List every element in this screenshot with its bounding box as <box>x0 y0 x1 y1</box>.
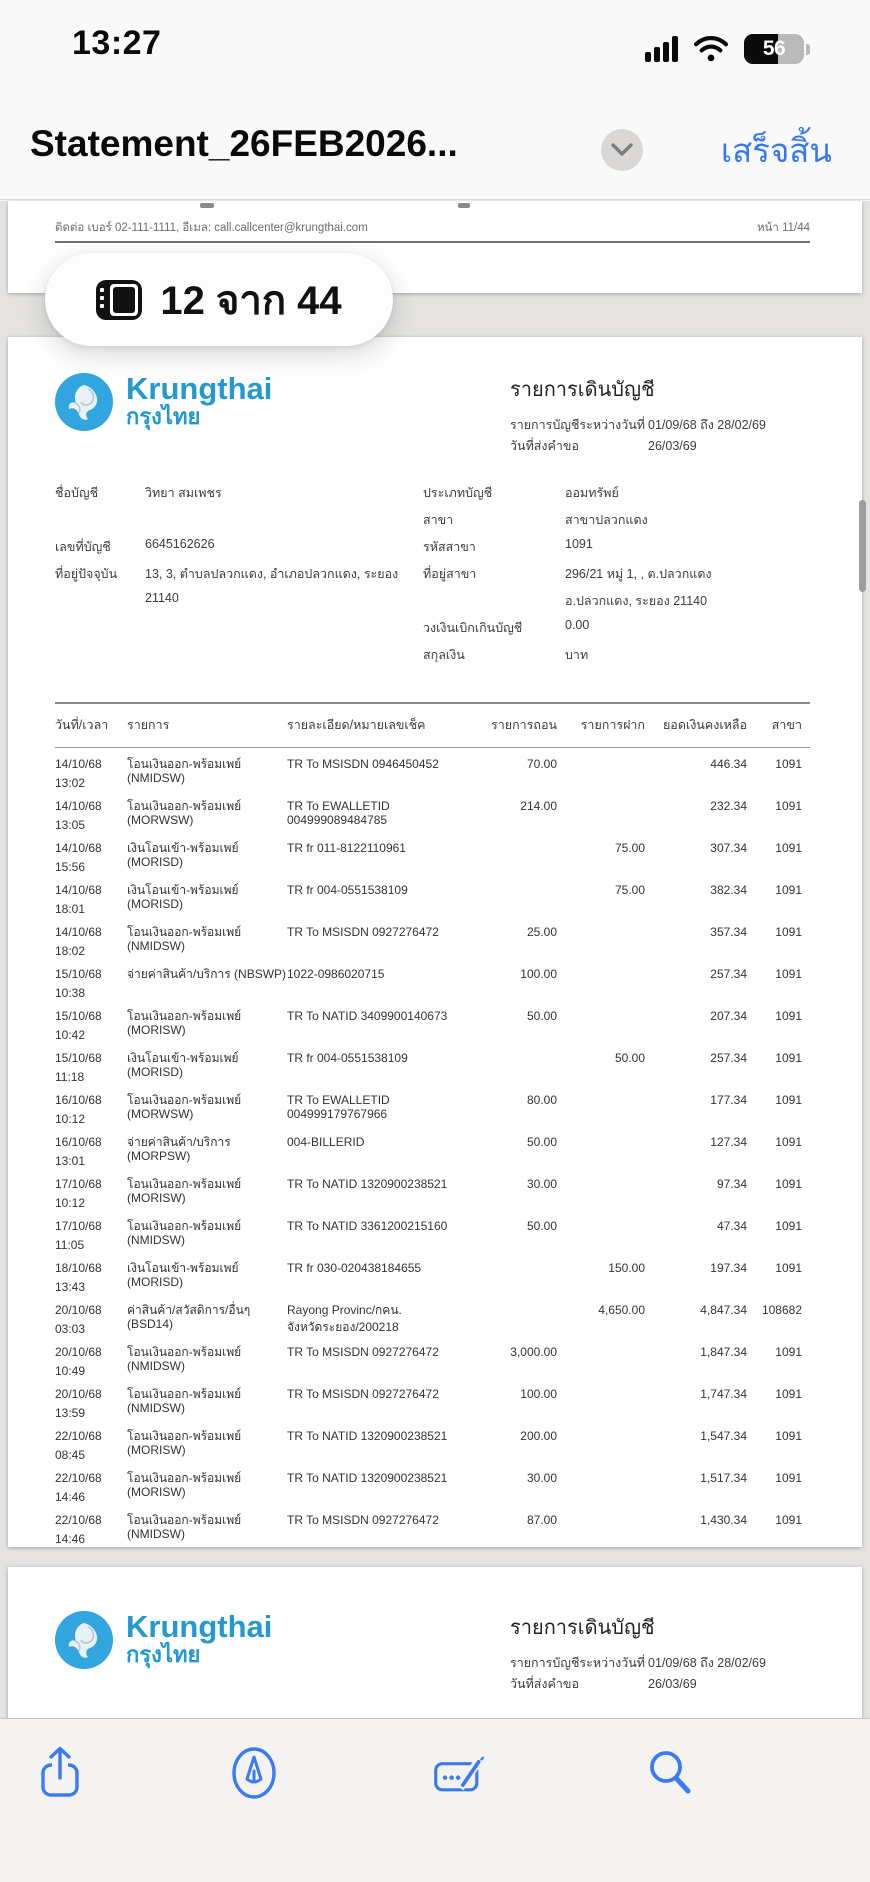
col-header-detail: รายละเอียด/หมายเลขเช็ค <box>287 718 426 732</box>
done-button[interactable]: เสร็จสิ้น <box>720 132 832 169</box>
txn-description: จ่ายค่าสินค้า/บริการ (NBSWP) <box>127 967 287 981</box>
bank-brand <box>55 373 272 431</box>
txn-withdrawal: 100.00 <box>520 1387 557 1401</box>
account-info <box>55 483 810 672</box>
col-header-branch: สาขา <box>771 718 802 732</box>
txn-balance: 1,517.34 <box>700 1471 747 1485</box>
statement-title: รายการเดินบัญชี <box>510 379 655 401</box>
period-value: 01/09/68 ถึง 28/02/69 <box>648 418 766 432</box>
col-header-description: รายการ <box>127 718 170 732</box>
txn-balance: 257.34 <box>710 967 747 981</box>
transactions-header-row <box>55 702 810 748</box>
txn-description: โอนเงินออก-พร้อมเพย์ (NMIDSW) <box>127 1387 242 1415</box>
transaction-row <box>55 1042 810 1084</box>
page11-footer-page-number: หน้า 11/44 <box>756 222 810 234</box>
txn-detail: TR fr 004-0551538109 <box>287 883 408 897</box>
transaction-row <box>55 748 810 790</box>
scrollbar-thumb[interactable] <box>859 500 866 592</box>
page-indicator-label: 12 จาก 44 <box>160 278 342 323</box>
txn-balance: 307.34 <box>710 841 747 855</box>
txn-date: 22/10/68 <box>55 1471 102 1485</box>
txn-withdrawal: 50.00 <box>526 1009 557 1023</box>
txn-detail: TR To NATID 1320900238521 <box>287 1177 448 1191</box>
txn-balance: 4,847.34 <box>700 1303 747 1317</box>
txn-balance: 446.34 <box>710 757 747 771</box>
txn-withdrawal: 200.00 <box>520 1429 557 1443</box>
txn-date: 20/10/68 <box>55 1387 102 1401</box>
bank-name-en: Krungthai <box>126 1609 273 1644</box>
txn-withdrawal <box>477 1261 557 1294</box>
txn-balance: 97.34 <box>716 1177 747 1191</box>
txn-balance: 1,847.34 <box>700 1345 747 1359</box>
txn-detail: TR To NATID 1320900238521 <box>287 1471 448 1485</box>
txn-date: 20/10/68 <box>55 1345 102 1359</box>
overdraft-value: 0.00 <box>565 618 590 632</box>
txn-withdrawal: 30.00 <box>526 1471 557 1485</box>
txn-branch: 1091 <box>775 1345 802 1359</box>
document-title-bar <box>0 100 870 200</box>
txn-detail: Rayong Provinc/กคน. <box>287 1303 402 1317</box>
txn-balance: 177.34 <box>710 1093 747 1107</box>
txn-balance: 257.34 <box>710 1051 747 1065</box>
wifi-icon <box>692 35 730 63</box>
transaction-row <box>55 1462 810 1504</box>
txn-description: ค่าสินค้า/สวัสดิการ/อื่นๆ (BSD14) <box>127 1303 251 1331</box>
transaction-row <box>55 958 810 1000</box>
branch-name: สาขาปลวกแดง <box>565 513 648 527</box>
period-label: รายการบัญชีระหว่างวันที่ <box>510 418 646 432</box>
txn-balance: 1,547.34 <box>700 1429 747 1443</box>
txn-description: เงินโอนเข้า-พร้อมเพย์ (MORISD) <box>127 1051 239 1079</box>
overdraft-label: วงเงินเบิกเกินบัญชี <box>423 621 523 635</box>
txn-time: 11:18 <box>55 1070 85 1084</box>
txn-deposit <box>557 925 645 958</box>
transaction-row <box>55 832 810 874</box>
txn-branch: 1091 <box>775 1513 802 1527</box>
txn-deposit: 75.00 <box>614 883 645 897</box>
transactions-body <box>55 748 810 1547</box>
bottom-toolbar <box>0 1718 870 1882</box>
txn-deposit <box>557 1513 645 1546</box>
txn-detail: TR To NATID 3361200215160 <box>287 1219 448 1233</box>
txn-branch: 1091 <box>775 1219 802 1233</box>
txn-detail: TR To MSISDN 0927276472 <box>287 925 439 939</box>
txn-detail: TR To MSISDN 0927276472 <box>287 1345 439 1359</box>
branch-label: สาขา <box>423 513 454 527</box>
txn-detail: TR To NATID 3409900140673 <box>287 1009 448 1023</box>
battery-percent: 56 <box>762 37 786 60</box>
txn-deposit <box>557 1135 645 1168</box>
currency-value: บาท <box>565 648 589 662</box>
txn-time: 10:38 <box>55 986 86 1000</box>
txn-date: 14/10/68 <box>55 925 102 939</box>
account-name-label: ชื่อบัญชี <box>55 486 99 500</box>
txn-branch: 1091 <box>775 1135 802 1149</box>
txn-withdrawal: 25.00 <box>526 925 557 939</box>
txn-time: 15:56 <box>55 860 86 874</box>
transaction-row <box>55 1504 810 1546</box>
txn-withdrawal: 50.00 <box>526 1135 557 1149</box>
transaction-row <box>55 916 810 958</box>
txn-description: โอนเงินออก-พร้อมเพย์ (NMIDSW) <box>127 1345 242 1373</box>
chevron-down-icon <box>611 143 633 157</box>
txn-time: 13:01 <box>55 1154 86 1168</box>
transactions-table <box>55 702 810 1547</box>
txn-detail: TR To MSISDN 0927276472 <box>287 1387 439 1401</box>
battery-cap <box>806 44 810 55</box>
txn-balance: 357.34 <box>710 925 747 939</box>
account-type-label: ประเภทบัญชี <box>423 486 493 500</box>
statement-title: รายการเดินบัญชี <box>510 1617 655 1639</box>
currency-label: สกุลเงิน <box>423 648 465 662</box>
account-number: 6645162626 <box>145 537 215 551</box>
txn-time: 03:03 <box>55 1322 86 1336</box>
txn-detail: TR fr 004-0551538109 <box>287 1051 408 1065</box>
txn-branch: 108682 <box>761 1303 802 1317</box>
transaction-row <box>55 1210 810 1252</box>
txn-time: 13:02 <box>55 776 86 790</box>
transaction-row <box>55 790 810 832</box>
txn-description: เงินโอนเข้า-พร้อมเพย์ (MORISD) <box>127 1261 239 1289</box>
txn-date: 16/10/68 <box>55 1135 102 1149</box>
request-date-label: วันที่ส่งคำขอ <box>510 1677 579 1691</box>
fill-sign-button[interactable] <box>432 1745 488 1801</box>
txn-description: โอนเงินออก-พร้อมเพย์ (MORISW) <box>127 1429 242 1457</box>
document-title: Statement_26FEB2026... <box>30 123 458 164</box>
col-header-deposit: รายการฝาก <box>580 718 645 732</box>
transaction-row <box>55 1168 810 1210</box>
txn-withdrawal <box>477 841 557 874</box>
branch-address-label: ที่อยู่สาขา <box>423 567 477 581</box>
pdf-page-12 <box>8 337 862 1547</box>
txn-withdrawal: 70.00 <box>526 757 557 771</box>
txn-description: โอนเงินออก-พร้อมเพย์ (NMIDSW) <box>127 925 242 953</box>
txn-balance: 47.34 <box>716 1219 747 1233</box>
txn-balance: 127.34 <box>710 1135 747 1149</box>
txn-time: 10:42 <box>55 1028 86 1042</box>
txn-time: 18:02 <box>55 944 86 958</box>
txn-branch: 1091 <box>775 883 802 897</box>
page11-footer-rule <box>55 241 810 243</box>
txn-branch: 1091 <box>775 1261 802 1275</box>
request-date-value: 26/03/69 <box>648 1677 697 1691</box>
txn-time: 18:01 <box>55 902 86 916</box>
account-name: วิทยา สมเพชร <box>145 486 222 500</box>
transaction-row <box>55 1294 810 1336</box>
markup-button[interactable] <box>226 1745 282 1801</box>
status-time: 13:27 <box>72 24 162 62</box>
txn-deposit: 4,650.00 <box>598 1303 645 1317</box>
account-address-line1: 13, 3, ตำบลปลวกแดง, อำเภอปลวกแดง, ระยอง <box>145 567 399 581</box>
branch-code-label: รหัสสาขา <box>423 540 476 554</box>
txn-description: โอนเงินออก-พร้อมเพย์ (MORISW) <box>127 1177 242 1205</box>
request-date-value: 26/03/69 <box>648 439 697 453</box>
txn-balance: 197.34 <box>710 1261 747 1275</box>
krungthai-logo-icon <box>55 1611 113 1669</box>
txn-description: โอนเงินออก-พร้อมเพย์ (MORISW) <box>127 1471 242 1499</box>
txn-date: 15/10/68 <box>55 1009 102 1023</box>
txn-withdrawal: 100.00 <box>520 967 557 981</box>
txn-deposit <box>557 1345 645 1378</box>
branch-address-line1: 296/21 หมู่ 1, , ต.ปลวกแดง <box>565 567 712 581</box>
period-value: 01/09/68 ถึง 28/02/69 <box>648 1656 766 1670</box>
txn-detail: TR To EWALLETID 004999179767966 <box>287 1093 390 1121</box>
txn-withdrawal: 214.00 <box>520 799 557 813</box>
txn-branch: 1091 <box>775 1051 802 1065</box>
account-address-line2: 21140 <box>145 591 179 605</box>
battery-icon <box>744 34 804 64</box>
txn-time: 10:12 <box>55 1112 86 1126</box>
transaction-row <box>55 874 810 916</box>
cropped-row-remnant <box>458 203 470 208</box>
txn-balance: 207.34 <box>710 1009 747 1023</box>
txn-balance: 232.34 <box>710 799 747 813</box>
txn-date: 22/10/68 <box>55 1429 102 1443</box>
txn-branch: 1091 <box>775 799 802 813</box>
account-number-label: เลขที่บัญชี <box>55 540 111 554</box>
txn-description: เงินโอนเข้า-พร้อมเพย์ (MORISD) <box>127 841 239 869</box>
cellular-signal-icon <box>645 36 678 62</box>
txn-detail: TR To MSISDN 0927276472 <box>287 1513 439 1527</box>
txn-branch: 1091 <box>775 925 802 939</box>
period-label: รายการบัญชีระหว่างวันที่ <box>510 1656 646 1670</box>
txn-deposit <box>557 1471 645 1504</box>
transaction-row <box>55 1000 810 1042</box>
txn-deposit <box>557 1009 645 1042</box>
transaction-row <box>55 1546 810 1547</box>
txn-time: 13:59 <box>55 1406 86 1420</box>
txn-balance: 1,430.34 <box>700 1513 747 1527</box>
txn-branch: 1091 <box>775 1429 802 1443</box>
txn-date: 14/10/68 <box>55 799 102 813</box>
txn-branch: 1091 <box>775 757 802 771</box>
txn-detail: 1022-0986020715 <box>287 967 385 981</box>
txn-detail: TR fr 030-020438184655 <box>287 1261 422 1275</box>
branch-address-line2: อ.ปลวกแดง, ระยอง 21140 <box>565 594 708 608</box>
transaction-row <box>55 1084 810 1126</box>
txn-deposit <box>557 967 645 1000</box>
search-button[interactable] <box>642 1745 698 1801</box>
txn-deposit <box>557 757 645 790</box>
transaction-row <box>55 1378 810 1420</box>
txn-branch: 1091 <box>775 1009 802 1023</box>
txn-withdrawal <box>477 1303 557 1336</box>
txn-detail: TR fr 011-8122110961 <box>287 841 406 855</box>
txn-time: 10:12 <box>55 1196 86 1210</box>
txn-balance: 382.34 <box>710 883 747 897</box>
col-header-balance: ยอดเงินคงเหลือ <box>662 718 747 732</box>
txn-date: 14/10/68 <box>55 883 102 897</box>
txn-date: 20/10/68 <box>55 1303 102 1317</box>
txn-description: โอนเงินออก-พร้อมเพย์ (MORWSW) <box>127 799 242 827</box>
cropped-row-remnant <box>200 203 214 208</box>
txn-date: 22/10/68 <box>55 1513 102 1527</box>
txn-time: 10:49 <box>55 1364 86 1378</box>
txn-deposit <box>557 1387 645 1420</box>
txn-description: เงินโอนเข้า-พร้อมเพย์ (MORISD) <box>127 883 239 911</box>
txn-deposit <box>557 1219 645 1252</box>
txn-detail: 004-BILLERID <box>287 1135 365 1149</box>
txn-branch: 1091 <box>775 1093 802 1107</box>
col-header-withdrawal: รายการถอน <box>491 718 557 732</box>
txn-description: โอนเงินออก-พร้อมเพย์ (MORISW) <box>127 1009 242 1037</box>
bank-brand <box>55 1611 272 1669</box>
txn-withdrawal: 30.00 <box>526 1177 557 1191</box>
txn-withdrawal: 87.00 <box>526 1513 557 1527</box>
txn-branch: 1091 <box>775 967 802 981</box>
txn-deposit <box>557 1177 645 1210</box>
txn-date: 17/10/68 <box>55 1177 102 1191</box>
txn-date: 14/10/68 <box>55 841 102 855</box>
txn-time: 14:46 <box>55 1490 86 1504</box>
txn-deposit <box>557 799 645 832</box>
request-date-label: วันที่ส่งคำขอ <box>510 439 579 453</box>
txn-withdrawal <box>477 1051 557 1084</box>
account-address-label: ที่อยู่ปัจจุบัน <box>55 567 118 581</box>
title-dropdown-button[interactable] <box>601 129 643 171</box>
txn-withdrawal: 3,000.00 <box>510 1345 557 1359</box>
krungthai-logo-icon <box>55 373 113 431</box>
txn-time: 14:46 <box>55 1532 86 1546</box>
bank-name-en: Krungthai <box>126 371 273 406</box>
txn-withdrawal: 50.00 <box>526 1219 557 1233</box>
txn-withdrawal <box>477 883 557 916</box>
status-icons <box>645 34 810 64</box>
txn-date: 15/10/68 <box>55 1051 102 1065</box>
txn-detail-line2: จังหวัดระยอง/200218 <box>287 1320 399 1334</box>
signature-form-icon <box>432 1745 488 1801</box>
markup-pen-icon <box>228 1745 280 1801</box>
txn-date: 17/10/68 <box>55 1219 102 1233</box>
page-thumbnails-icon <box>96 280 142 320</box>
bank-name-th: กรุงไทย <box>126 1642 201 1667</box>
transaction-row <box>55 1252 810 1294</box>
txn-date: 14/10/68 <box>55 757 102 771</box>
transaction-row <box>55 1336 810 1378</box>
transaction-row <box>55 1420 810 1462</box>
txn-date: 16/10/68 <box>55 1093 102 1107</box>
col-header-date: วันที่/เวลา <box>55 718 109 732</box>
share-button[interactable] <box>32 1745 88 1801</box>
txn-deposit: 75.00 <box>614 841 645 855</box>
txn-branch: 1091 <box>775 841 802 855</box>
txn-detail: TR To NATID 1320900238521 <box>287 1429 448 1443</box>
txn-date: 18/10/68 <box>55 1261 102 1275</box>
txn-date: 15/10/68 <box>55 967 102 981</box>
search-icon <box>645 1746 695 1800</box>
txn-time: 08:45 <box>55 1448 86 1462</box>
bank-name-th: กรุงไทย <box>126 404 201 429</box>
txn-deposit: 50.00 <box>614 1051 645 1065</box>
txn-time: 11:05 <box>55 1238 85 1252</box>
txn-time: 13:43 <box>55 1280 86 1294</box>
share-icon <box>37 1745 83 1801</box>
txn-deposit <box>557 1429 645 1462</box>
txn-description: โอนเงินออก-พร้อมเพย์ (NMIDSW) <box>127 1513 242 1541</box>
page11-footer-contact: ติดต่อ เบอร์ 02-111-1111, อีเมล: call.callcenter@krungthai.com <box>55 222 368 234</box>
txn-description: โอนเงินออก-พร้อมเพย์ (NMIDSW) <box>127 1219 242 1247</box>
txn-time: 13:05 <box>55 818 86 832</box>
pdf-scroll-area[interactable] <box>0 201 870 1882</box>
txn-description: โอนเงินออก-พร้อมเพย์ (NMIDSW) <box>127 757 242 785</box>
txn-description: โอนเงินออก-พร้อมเพย์ (MORWSW) <box>127 1093 242 1121</box>
txn-deposit: 150.00 <box>608 1261 645 1275</box>
branch-code: 1091 <box>565 537 593 551</box>
txn-detail: TR To EWALLETID 004999089484785 <box>287 799 390 827</box>
txn-branch: 1091 <box>775 1177 802 1191</box>
txn-detail: TR To MSISDN 0946450452 <box>287 757 439 771</box>
account-type: ออมทรัพย์ <box>565 486 619 500</box>
txn-balance: 1,747.34 <box>700 1387 747 1401</box>
txn-branch: 1091 <box>775 1471 802 1485</box>
page-indicator[interactable] <box>45 253 393 346</box>
status-bar <box>0 0 870 100</box>
txn-deposit <box>557 1093 645 1126</box>
txn-description: จ่ายค่าสินค้า/บริการ (MORPSW) <box>127 1135 231 1163</box>
txn-branch: 1091 <box>775 1387 802 1401</box>
txn-withdrawal: 80.00 <box>526 1093 557 1107</box>
transaction-row <box>55 1126 810 1168</box>
